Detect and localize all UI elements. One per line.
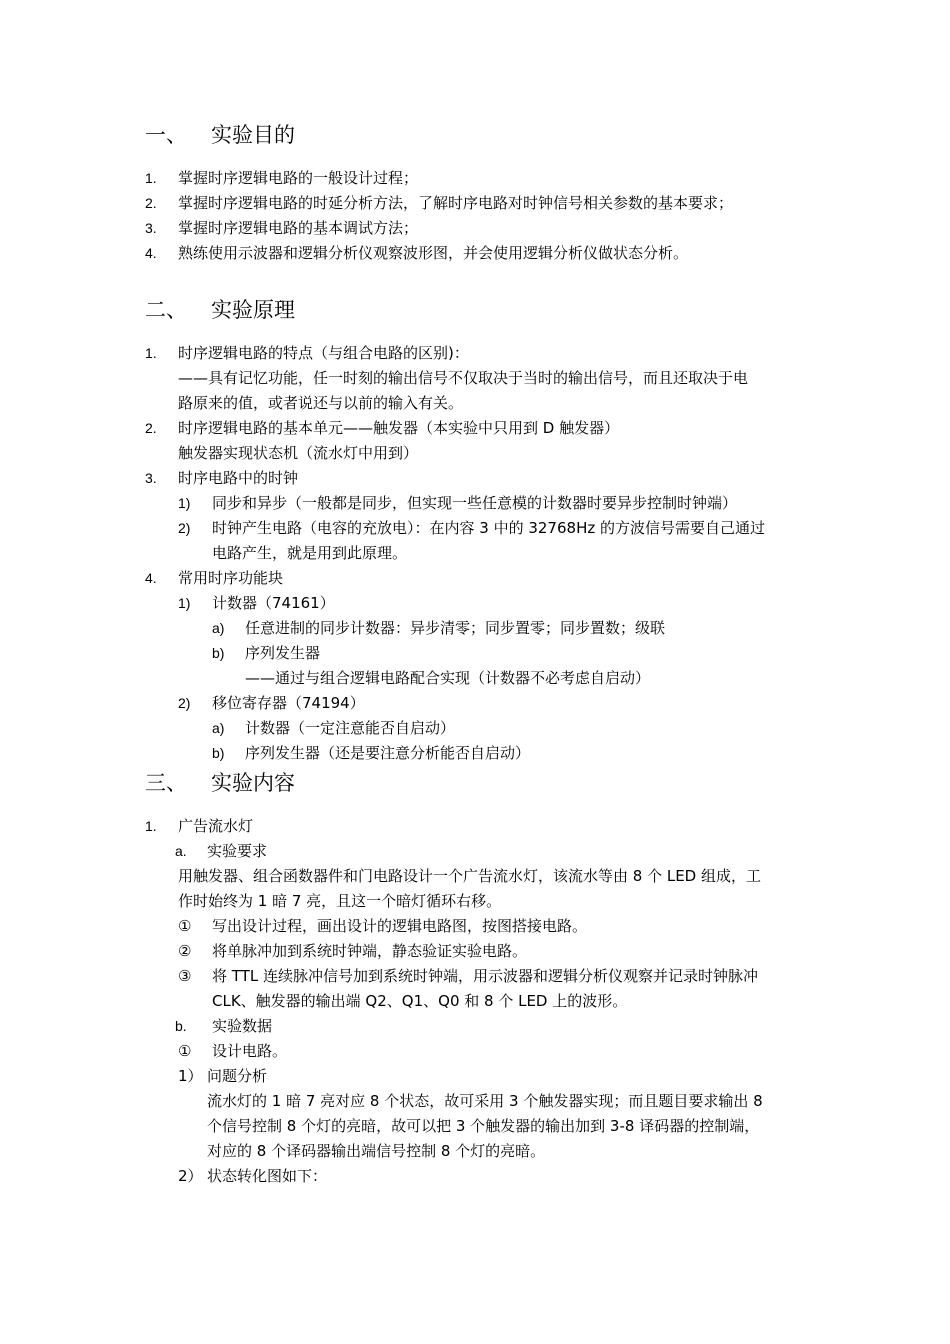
requirement-text: 将 TTL 连续脉冲信号加到系统时钟端，用示波器和逻辑分析仪观察并记录时钟脉冲 (212, 967, 758, 985)
step-number: 2） (178, 1167, 203, 1185)
requirement-number: ① (178, 917, 192, 935)
list-item-number: 4. (145, 570, 157, 586)
list-item-number: 2. (145, 420, 157, 436)
sub-sub-item-text: 任意进制的同步计数器：异步清零；同步置零；同步置数；级联 (245, 619, 666, 637)
paragraph-line: 流水灯的 1 暗 7 亮对应 8 个状态，故可采用 3 个触发器实现；而且题目要求输出 8 (207, 1092, 763, 1110)
list-item-text: 熟练使用示波器和逻辑分析仪观察波形图，并会使用逻辑分析仪做状态分析。 (178, 244, 689, 262)
sub-sub-item-text: 计数器（一定注意能否自启动） (245, 719, 456, 737)
list-item-text: 广告流水灯 (178, 817, 254, 835)
paragraph-line: ——具有记忆功能，任一时刻的输出信号不仅取决于当时的输出信号，而且还取决于电 (178, 369, 749, 387)
sub-item-number: 2) (178, 695, 191, 711)
list-item-text: 时序逻辑电路的基本单元——触发器（本实验中只用到 D 触发器） (178, 419, 620, 437)
sub-item-text: 同步和异步（一般都是同步，但实现一些任意模的计数器时要异步控制时钟端） (212, 494, 738, 512)
sub-item-number: 1) (178, 595, 191, 611)
paragraph-line: 电路产生，就是用到此原理。 (212, 544, 408, 562)
section-title: 实验目的 (211, 123, 295, 147)
section-title: 实验原理 (211, 298, 295, 322)
sub-item-text: 时钟产生电路（电容的充放电）：在内容 3 中的 32768Hz 的方波信号需要自己通过 (212, 519, 765, 537)
sub-sub-item-number: a) (212, 720, 225, 736)
requirement-text: 将单脉冲加到系统时钟端，静态验证实验电路。 (212, 942, 528, 960)
sub-sub-item-number: b) (212, 645, 225, 661)
list-item-number: 3. (145, 470, 157, 486)
section-title: 实验内容 (211, 771, 295, 795)
paragraph-line: 触发器实现状态机（流水灯中用到） (178, 444, 419, 462)
sub-item-text: 实验数据 (212, 1017, 273, 1035)
step-text: 问题分析 (207, 1067, 268, 1085)
step-text: 状态转化图如下： (207, 1167, 328, 1185)
list-item-text: 掌握时序逻辑电路的一般设计过程； (178, 169, 419, 187)
requirement-number: ② (178, 942, 192, 960)
section-number: 一、 (145, 123, 187, 147)
paragraph-line: 用触发器、组合函数器件和门电路设计一个广告流水灯，该流水等由 8 个 LED 组成，工 (178, 867, 762, 885)
step-number: 1） (178, 1067, 203, 1085)
list-item-text: 掌握时序逻辑电路的基本调试方法； (178, 219, 419, 237)
sub-item-number: 1) (178, 495, 191, 511)
requirement-number: ③ (178, 967, 192, 985)
sub-item-text: 实验要求 (207, 842, 268, 860)
sub-item-text: 移位寄存器（74194） (212, 694, 365, 712)
paragraph-line: ——通过与组合逻辑电路配合实现（计数器不必考虑自启动） (245, 669, 651, 687)
paragraph-line: 个信号控制 8 个灯的亮暗，故可以把 3 个触发器的输出加到 3-8 译码器的控制端， (207, 1117, 760, 1135)
sub-sub-item-number: b) (212, 745, 225, 761)
sub-sub-item-text: 序列发生器 (245, 644, 321, 662)
section-heading-2 (145, 296, 295, 324)
section-number: 三、 (145, 771, 187, 795)
list-item-number: 1. (145, 345, 157, 361)
sub-sub-item-number: a) (212, 620, 225, 636)
sub-item-number: 2) (178, 520, 191, 536)
list-item-text: 时序逻辑电路的特点（与组合电路的区别)： (178, 344, 469, 362)
paragraph-line: 对应的 8 个译码器输出端信号控制 8 个灯的亮暗。 (207, 1142, 546, 1160)
sub-item-number: b. (175, 1018, 187, 1034)
sub-item-text: 计数器（74161） (212, 594, 335, 612)
requirement-number: ① (178, 1042, 192, 1060)
list-item-number: 2. (145, 195, 157, 211)
section-heading-1 (145, 121, 295, 149)
list-item-number: 4. (145, 245, 157, 261)
section-number: 二、 (145, 298, 187, 322)
requirement-text: 设计电路。 (212, 1042, 288, 1060)
sub-sub-item-text: 序列发生器（还是要注意分析能否自启动） (245, 744, 531, 762)
paragraph-line: 作时始终为 1 暗 7 亮，且这一个暗灯循环右移。 (178, 892, 502, 910)
section-heading-3 (145, 769, 295, 797)
list-item-text: 掌握时序逻辑电路的时延分析方法，了解时序电路对时钟信号相关参数的基本要求； (178, 194, 734, 212)
list-item-number: 1. (145, 170, 157, 186)
list-item-text: 时序电路中的时钟 (178, 469, 299, 487)
list-item-text: 常用时序功能块 (178, 569, 284, 587)
paragraph-line: 路原来的值，或者说还与以前的输入有关。 (178, 394, 464, 412)
paragraph-line: CLK、触发器的输出端 Q2、Q1、Q0 和 8 个 LED 上的波形。 (212, 992, 628, 1010)
sub-item-number: a. (175, 843, 187, 859)
list-item-number: 1. (145, 818, 157, 834)
requirement-text: 写出设计过程，画出设计的逻辑电路图，按图搭接电路。 (212, 917, 588, 935)
list-item-number: 3. (145, 220, 157, 236)
